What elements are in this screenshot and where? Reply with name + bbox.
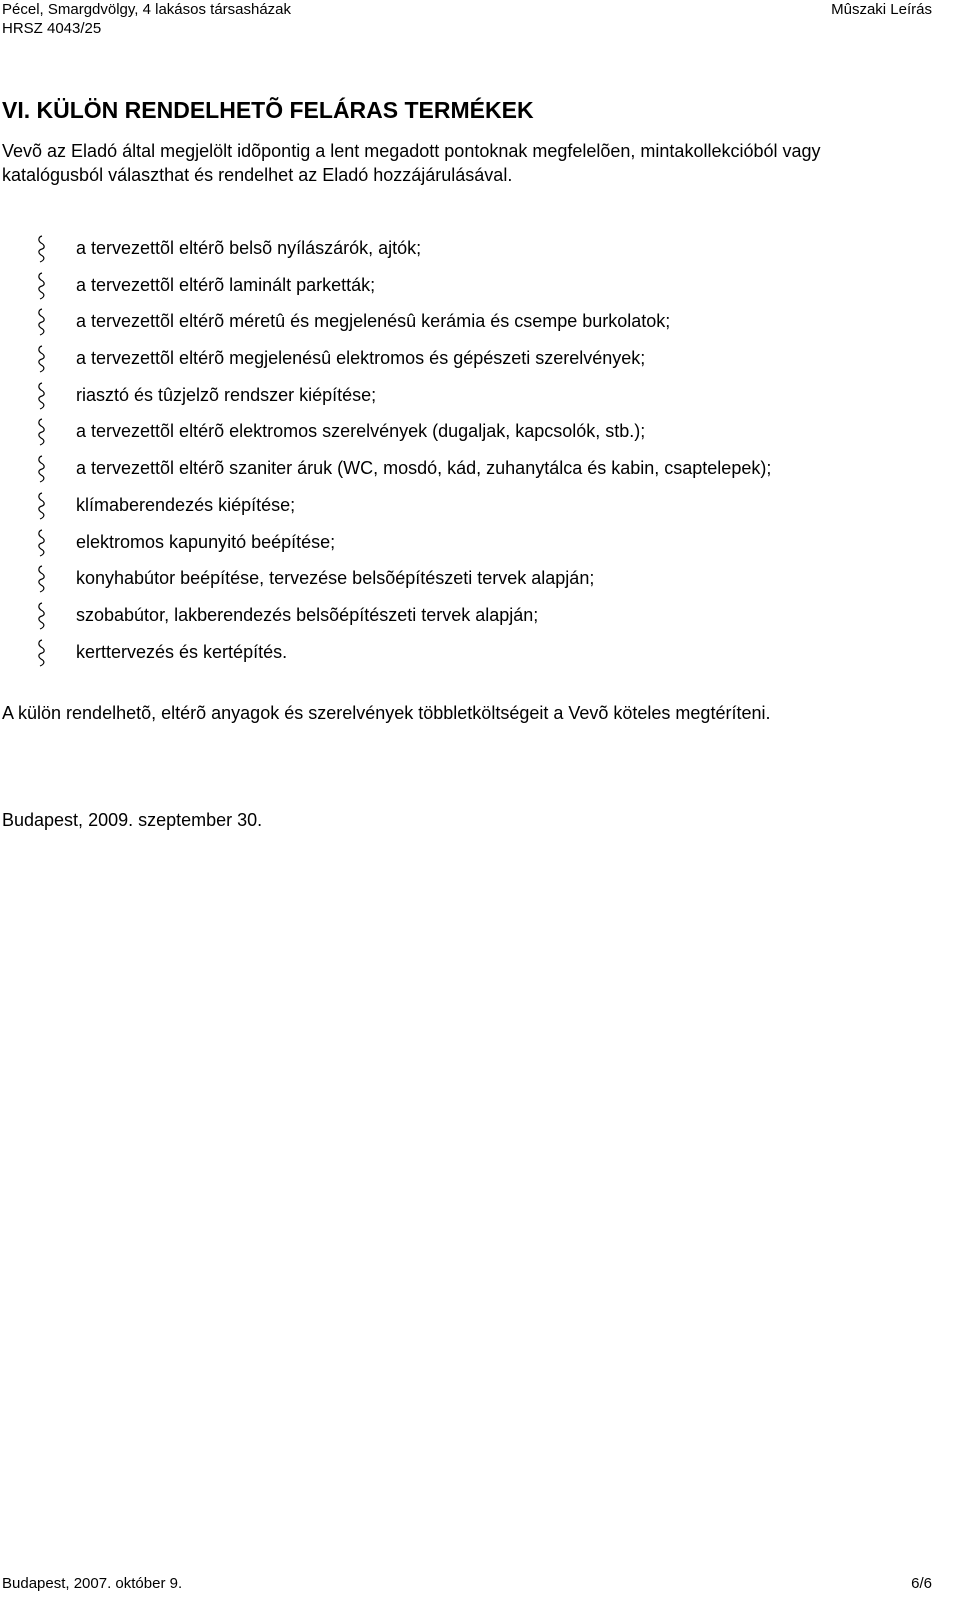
footer-date: Budapest, 2007. október 9. (2, 1575, 183, 1592)
list-item (0, 562, 934, 599)
list-item-text: elektromos kapunyitó beépítése; (76, 531, 336, 552)
list-item (0, 489, 934, 526)
header-project-name: Pécel, Smargdvölgy, 4 lakásos társasházak (2, 1, 292, 18)
list-item-text: a tervezettõl eltérõ elektromos szerelvények (dugaljak, kapcsolók, stb.); (76, 421, 646, 442)
page-number: 6/6 (911, 1575, 932, 1592)
list-item-text: klímaberendezés kiépítése; (76, 494, 296, 515)
section-title: VI. KÜLÖN RENDELHETÕ FELÁRAS TERMÉKEK (2, 97, 534, 123)
section-sign-icon (35, 602, 47, 630)
list-item (0, 636, 934, 673)
list-item-text: a tervezettõl eltérõ belsõ nyílászárók, ajtók; (76, 238, 422, 258)
header-document-type: Mûszaki Leírás (831, 1, 932, 18)
section-sign-icon (35, 639, 47, 667)
list-item-text: szobabútor, lakberendezés belsõépítészeti tervek alapján; (76, 604, 539, 625)
list-item-text: a tervezettõl eltérõ szaniter áruk (WC, mosdó, kád, zuhanytálca és kabin, csaptelepek); (76, 458, 772, 479)
signature-date: Budapest, 2009. szeptember 30. (2, 810, 263, 830)
list-item (0, 269, 934, 306)
optional-items-list (0, 232, 934, 672)
list-item-text: a tervezettõl eltérõ laminált parketták; (76, 274, 376, 295)
list-item-text: konyhabútor beépítése, tervezése belsõépítészeti tervek alapján; (76, 568, 595, 589)
list-item (0, 599, 934, 636)
section-sign-icon (35, 492, 47, 520)
section-sign-icon (35, 308, 47, 336)
header-parcel-number: HRSZ 4043/25 (2, 20, 102, 37)
section-sign-icon (35, 382, 47, 410)
list-item (0, 232, 934, 269)
list-item (0, 379, 934, 416)
section-sign-icon (35, 455, 47, 483)
list-item-text: a tervezettõl eltérõ megjelenésû elektromos és gépészeti szerelvények; (76, 348, 646, 369)
list-item-text: kerttervezés és kertépítés. (76, 641, 288, 662)
list-item (0, 342, 934, 379)
list-item (0, 526, 934, 563)
section-sign-icon (35, 565, 47, 593)
list-item (0, 452, 934, 489)
section-sign-icon (35, 529, 47, 557)
section-sign-icon (35, 418, 47, 446)
list-item-text: a tervezettõl eltérõ méretû és megjelenésû kerámia és csempe burkolatok; (76, 311, 671, 332)
list-item (0, 305, 934, 342)
section-sign-icon (35, 235, 47, 263)
section-intro: Vevõ az Eladó által megjelölt idõpontig a lent megadott pontoknak megfelelõen, mintakollekcióból vagy katalógusból választhat és rendelhet az Eladó hozzájárulásával. (2, 141, 821, 185)
section-sign-icon (35, 345, 47, 373)
header-left (2, 0, 291, 38)
list-item-text: riasztó és tûzjelzõ rendszer kiépítése; (76, 384, 377, 405)
section-sign-icon (35, 272, 47, 300)
closing-statement: A külön rendelhetõ, eltérõ anyagok és szerelvények többletköltségeit a Vevõ köteles megtéríteni. (2, 703, 771, 723)
list-item (0, 415, 934, 452)
